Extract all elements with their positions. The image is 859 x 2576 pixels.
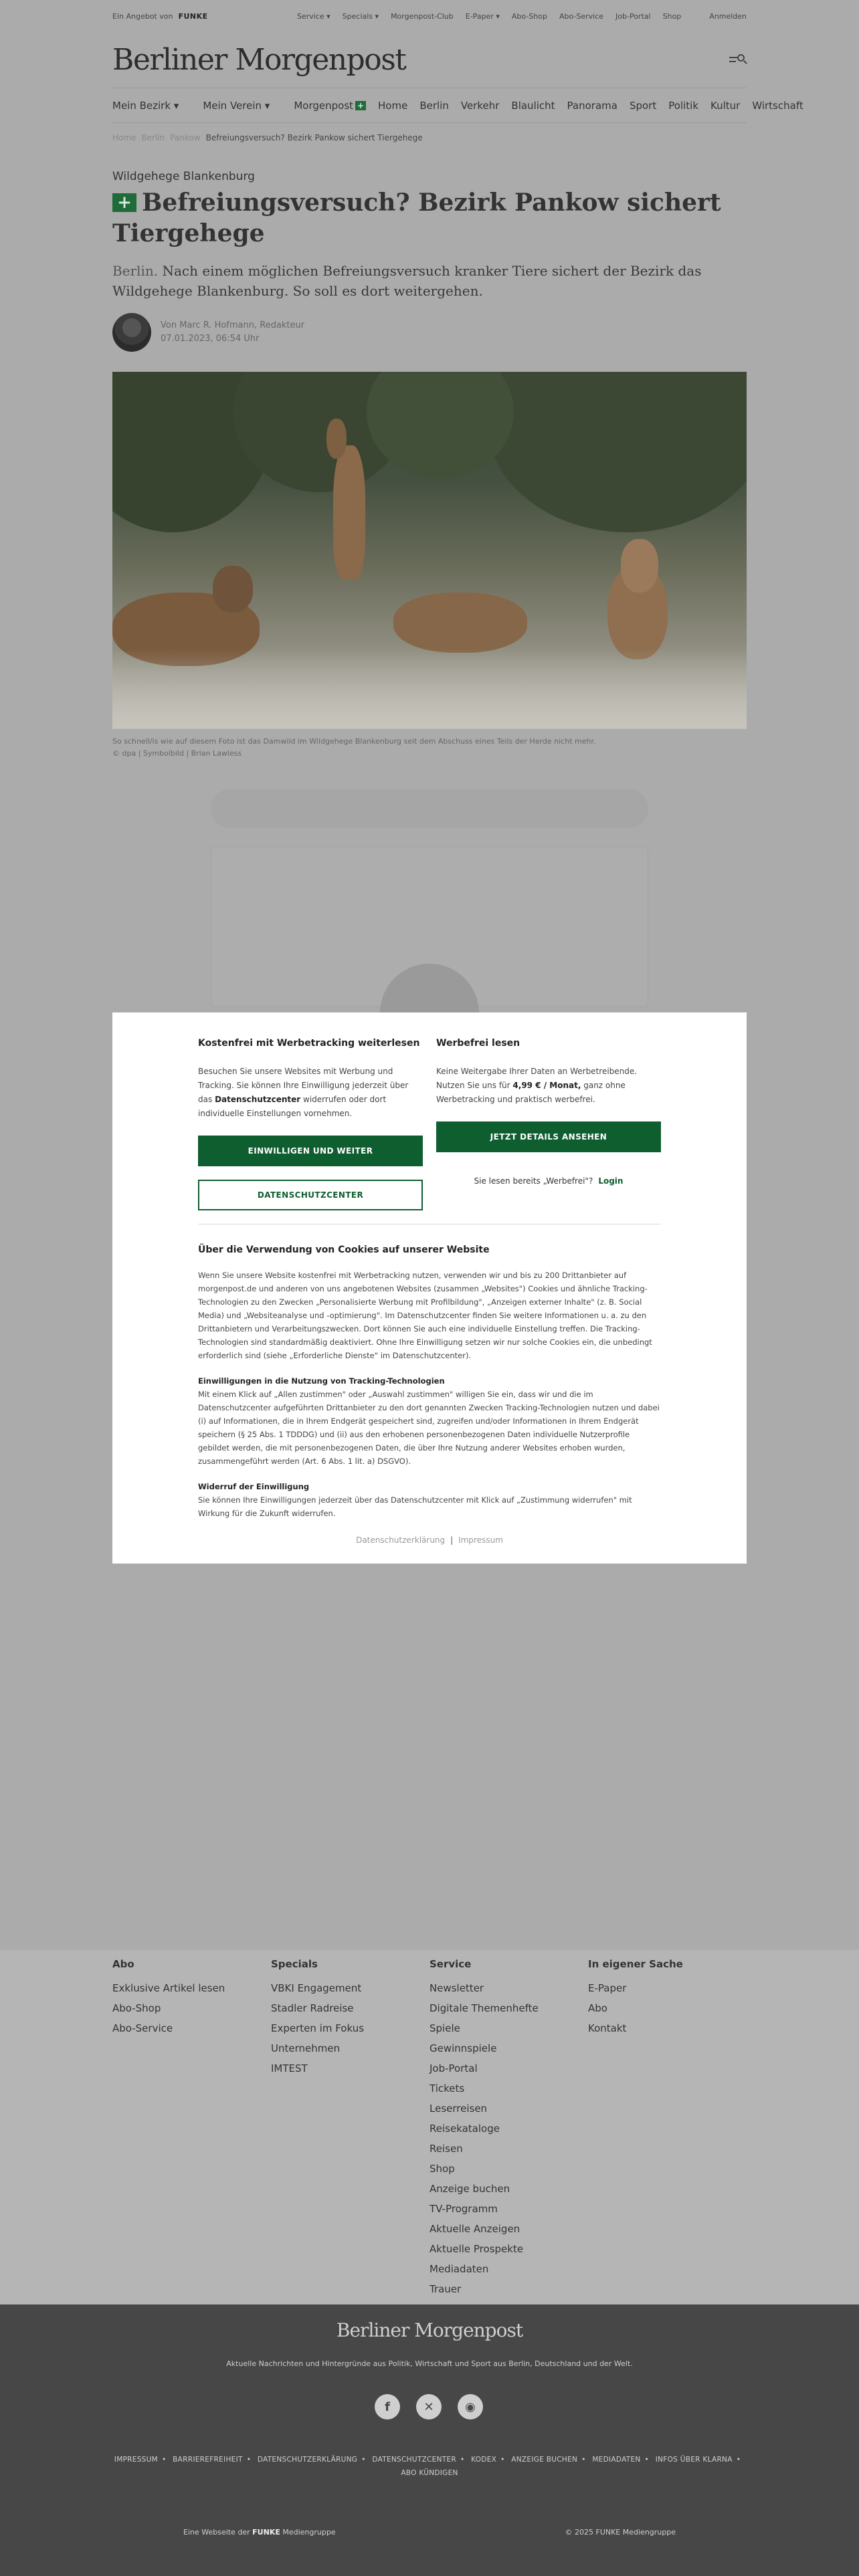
top-nav-club[interactable]: Morgenpost-Club — [391, 11, 454, 21]
consent-left-text: Besuchen Sie unsere Websites mit Werbung und Tracking. Sie können Ihre Einwilligung jederzeit über das Datenschutzcenter widerrufen oder dort individuelle Einstellungen vornehmen. — [198, 1067, 409, 1118]
footer-link[interactable]: Stadler Radreise — [271, 2002, 354, 2014]
footer-link[interactable]: IMTEST — [271, 2062, 308, 2074]
footer-link[interactable]: Digitale Themenhefte — [430, 2002, 539, 2014]
footer-link[interactable]: Reisen — [430, 2143, 463, 2155]
footer-link[interactable]: Reisekataloge — [430, 2123, 500, 2135]
footer-link[interactable]: Anzeige buchen — [430, 2183, 510, 2195]
legal-link[interactable]: MEDIADATEN — [592, 2456, 641, 2464]
nav-panorama[interactable]: Panorama — [567, 99, 617, 112]
article-teaser: Berlin. Nach einem möglichen Befreiungsversuch kranker Tiere sichert der Bezirk das Wildgehege Blankenburg. So soll es dort weitergehen. — [112, 263, 702, 299]
consent-dialog — [112, 1012, 747, 1564]
consent-right-text: Keine Weitergabe Ihrer Daten an Werbetreibende. Nutzen Sie uns für 4,99 € / Monat, ganz ohne Werbetracking und praktisch werbefrei. — [436, 1067, 638, 1104]
nav-berlin[interactable]: Berlin — [419, 99, 449, 112]
photo-credit: © dpa | Symbolbild | Brian Lawless — [112, 749, 242, 758]
article-kicker: Wildgehege Blankenburg — [112, 170, 255, 183]
footer-link[interactable]: Abo-Shop — [112, 2002, 161, 2014]
article-photo — [112, 372, 747, 729]
footer-link[interactable]: Abo-Service — [112, 2022, 173, 2034]
legal-link[interactable]: BARRIEREFREIHEIT — [173, 2456, 243, 2464]
top-bar — [112, 0, 747, 32]
footer-link[interactable]: Gewinnspiele — [430, 2042, 497, 2054]
accept-button[interactable]: EINWILLIGEN UND WEITER — [198, 1136, 423, 1166]
footer-link[interactable]: Mediadaten — [430, 2263, 489, 2275]
consent-right-heading: Werbefrei lesen — [436, 1038, 520, 1049]
consent-left-heading: Kostenfrei mit Werbetracking weiterlesen — [198, 1038, 420, 1049]
footer-link[interactable]: E-Paper — [588, 1982, 627, 1994]
footer-link[interactable]: Job-Portal — [430, 2062, 478, 2074]
login-link[interactable]: Anmelden — [709, 11, 747, 21]
nav-kultur[interactable]: Kultur — [710, 99, 741, 112]
breadcrumb — [112, 123, 747, 152]
footer-link[interactable]: TV-Programm — [430, 2203, 498, 2215]
top-nav-shop[interactable]: Shop — [662, 11, 682, 21]
footer-link[interactable]: Aktuelle Anzeigen — [430, 2223, 520, 2235]
revoke-heading: Widerruf der Einwilligung — [198, 1482, 310, 1491]
footer-col-abo: Abo Exklusive Artikel lesen Abo-Shop Abo-Service — [112, 1958, 271, 2299]
legal-link[interactable]: INFOS ÜBER KLARNA — [655, 2456, 733, 2464]
legal-link[interactable]: ANZEIGE BUCHEN — [511, 2456, 578, 2464]
top-nav-abo-shop[interactable]: Abo-Shop — [511, 11, 547, 21]
footer-logo[interactable]: Berliner Morgenpost — [336, 2319, 523, 2341]
consent-text: Mit einem Klick auf „Allen zustimmen" oder „Auswahl zustimmen" willigen Sie ein, dass wir und die im Datenschutzcenter aufgeführten Drittanbieter zu den dort genannten Zwecken Tracking-Technologien nutzen und dabei (i) auf Informationen, die in Ihrem Endgerät gespeichert sind, zugreifen und/oder Informationen in Ihrem Endgerät speichern (§ 25 Abs. 1 TDDDG) und (ii) aus den erhobenen personenbezogenen Daten individuelle Nutzerprofile gebildet werden, die mit personenbezogenen Daten, die über Ihre Nutzung anderer Websites erhoben wurden, zusammengeführt werden (Art. 6 Abs. 1 lit. a) DSGVO). — [198, 1390, 660, 1466]
top-nav-specials[interactable]: Specials ▾ — [342, 11, 379, 21]
author-box — [112, 313, 747, 352]
nav-morgenpost-plus[interactable]: Morgenpost + — [294, 100, 366, 112]
details-button[interactable]: JETZT DETAILS ANSEHEN — [436, 1121, 661, 1152]
top-nav — [297, 12, 747, 21]
ad-placeholder-bar — [211, 789, 648, 828]
footer-col-in-eigener-sache: In eigener Sache E-Paper Abo Kontakt — [588, 1958, 747, 2299]
site-footer — [0, 2304, 859, 2576]
nav-mein-verein[interactable]: Mein Verein ▾ — [203, 99, 270, 112]
menu-search-icon[interactable] — [729, 53, 747, 68]
section-nav — [112, 88, 828, 123]
nav-sport[interactable]: Sport — [629, 99, 657, 112]
breadcrumb-current: Befreiungsversuch? Bezirk Pankow sichert Tiergehege — [205, 133, 423, 142]
facebook-icon[interactable]: f — [375, 2394, 400, 2420]
nav-mein-bezirk[interactable]: Mein Bezirk ▾ — [112, 99, 179, 112]
subscriber-login-link[interactable]: Login — [598, 1176, 624, 1186]
revoke-text: Sie können Ihre Einwilligungen jederzeit über das Datenschutzcenter mit Klick auf „Zustimmung widerrufen" mit Wirkung für die Zukunft widerrufen. — [198, 1495, 632, 1518]
footer-link[interactable]: Newsletter — [430, 1982, 484, 1994]
nav-blaulicht[interactable]: Blaulicht — [511, 99, 555, 112]
top-nav-service[interactable]: Service ▾ — [296, 11, 330, 21]
footer-col-service: Service Newsletter Digitale Themenhefte Spiele Gewinnspiele Job-Portal Tickets Leserreisen Reisekataloge Reisen Shop Anzeige buchen TV-Programm Aktuelle Anzeigen Aktuelle Prospekte Mediadaten Trauer — [430, 1958, 588, 2299]
legal-link[interactable]: DATENSCHUTZCENTER — [372, 2456, 457, 2464]
top-nav-job-portal[interactable]: Job-Portal — [615, 11, 651, 21]
footer-link[interactable]: Shop — [430, 2163, 455, 2175]
article-title: + Befreiungsversuch? Bezirk Pankow sichert Tiergehege — [112, 189, 721, 247]
footer-description: Aktuelle Nachrichten und Hintergründe aus Politik, Wirtschaft und Sport aus Berlin, Deutschland und der Welt. — [226, 2359, 633, 2368]
plus-icon: + — [355, 101, 366, 110]
privacy-center-button[interactable]: DATENSCHUTZCENTER — [198, 1180, 423, 1210]
author-name[interactable]: Von Marc R. Hofmann, Redakteur — [161, 320, 305, 330]
top-nav-epaper[interactable]: E-Paper ▾ — [465, 11, 500, 21]
x-icon[interactable]: ✕ — [416, 2394, 442, 2420]
plus-badge-icon: + — [112, 193, 136, 212]
nav-verkehr[interactable]: Verkehr — [460, 99, 500, 112]
legal-link[interactable]: DATENSCHUTZERKLÄRUNG — [257, 2456, 358, 2464]
already-subscriber: Sie lesen bereits „Werbefrei"? Login — [474, 1176, 624, 1186]
footer-link[interactable]: Spiele — [430, 2022, 460, 2034]
publish-date: 07.01.2023, 06:54 Uhr — [161, 334, 260, 344]
footer-col-specials: Specials VBKI Engagement Stadler Radreise Experten im Fokus Unternehmen IMTEST — [271, 1958, 430, 2299]
imprint-link[interactable]: Impressum — [458, 1535, 503, 1545]
top-nav-abo-service[interactable]: Abo-Service — [559, 11, 604, 21]
footer-links — [0, 1950, 859, 2304]
legal-link[interactable]: KODEX — [471, 2456, 497, 2464]
footer-link[interactable]: VBKI Engagement — [271, 1982, 362, 1994]
cookies-text: Wenn Sie unsere Website kostenfrei mit Werbetracking nutzen, verwenden wir und bis zu 200 Drittanbieter auf morgenpost.de und anderen von uns angebotenen Websites (zusammen „Websites") Cookies und ähnliche Tracking-Technologien zu den Zwecken „Personalisierte Werbung mit Profilbildung", „Anzeigen externer Inhalte" (z. B. Social Media) und „Websiteanalyse und -optimierung". Im Datenschutzcenter finden Sie weitere Informationen u. a. zu den Drittanbietern und Verarbeitungszwecken. Dort können Sie auch eine individuelle Einstellung treffen. Die Tracking-Technologien sind standardmäßig deaktiviert. Ohne Ihre Einwilligung setzen wir nur solche Cookies ein, die unbedingt erforderlich sind (siehe „Erforderliche Dienste" im Datenschutzcenter). — [198, 1271, 652, 1360]
legal-link[interactable]: IMPRESSUM — [114, 2456, 158, 2464]
nav-wirtschaft[interactable]: Wirtschaft — [752, 99, 803, 112]
offer-line — [112, 12, 208, 21]
consent-footer-links: Datenschutzerklärung | Impressum — [356, 1535, 503, 1545]
footer-bottom — [183, 2528, 676, 2537]
footer-link[interactable]: Unternehmen — [271, 2042, 341, 2054]
masthead — [112, 32, 747, 88]
footer-link[interactable]: Aktuelle Prospekte — [430, 2243, 524, 2255]
footer-link[interactable]: Trauer — [430, 2283, 462, 2295]
funke-logo[interactable]: FUNKE — [178, 11, 208, 21]
footer-link[interactable]: Abo — [588, 2002, 607, 2014]
footer-link[interactable]: Tickets — [430, 2082, 465, 2095]
legal-link[interactable]: ABO KÜNDIGEN — [401, 2469, 458, 2477]
breadcrumb-home[interactable]: Home — [112, 133, 136, 142]
social-links — [375, 2394, 483, 2420]
footer-copyright: © 2025 FUNKE Mediengruppe — [565, 2528, 676, 2537]
rss-icon[interactable]: ◉ — [458, 2394, 483, 2420]
photo-caption: So schnell/is wie auf diesem Foto ist das Damwild im Wildgehege Blankenburg seit dem Abschuss eines Teils der Herde nicht mehr. © dpa | Symbolbild | Brian Lawless — [112, 736, 747, 760]
footer-link[interactable]: Kontakt — [588, 2022, 627, 2034]
privacy-policy-link[interactable]: Datenschutzerklärung — [356, 1535, 446, 1545]
nav-politik[interactable]: Politik — [668, 99, 699, 112]
breadcrumb-berlin[interactable]: Berlin — [141, 133, 165, 142]
legal-links: IMPRESSUM • BARRIEREFREIHEIT • DATENSCHUTZERKLÄRUNG • DATENSCHUTZCENTER • KODEX • ANZEIGE BUCHEN • MEDIADATEN • INFOS ÜBER KLARNA • ABO KÜNDIGEN — [114, 2456, 741, 2477]
nav-more-faded[interactable]: Le — [815, 99, 828, 112]
consent-heading: Einwilligungen in die Nutzung von Tracking-Technologien — [198, 1376, 445, 1386]
footer-link[interactable]: Exklusive Artikel lesen — [112, 1982, 225, 1994]
ad-placeholder-box — [211, 847, 648, 1007]
footer-link[interactable]: Experten im Fokus — [271, 2022, 365, 2034]
nav-home[interactable]: Home — [378, 99, 408, 112]
breadcrumb-pankow[interactable]: Pankow — [170, 133, 201, 142]
cookies-heading: Über die Verwendung von Cookies auf unserer Website — [198, 1245, 490, 1255]
datenschutzcenter-link[interactable]: Datenschutzcenter — [215, 1095, 301, 1104]
footer-publisher: Eine Webseite der FUNKE Mediengruppe — [183, 2528, 336, 2537]
offer-prefix: Ein Angebot von — [112, 11, 173, 21]
avatar[interactable] — [112, 313, 151, 352]
site-logo[interactable]: Berliner Morgenpost — [112, 43, 406, 77]
footer-link[interactable]: Leserreisen — [430, 2103, 488, 2115]
